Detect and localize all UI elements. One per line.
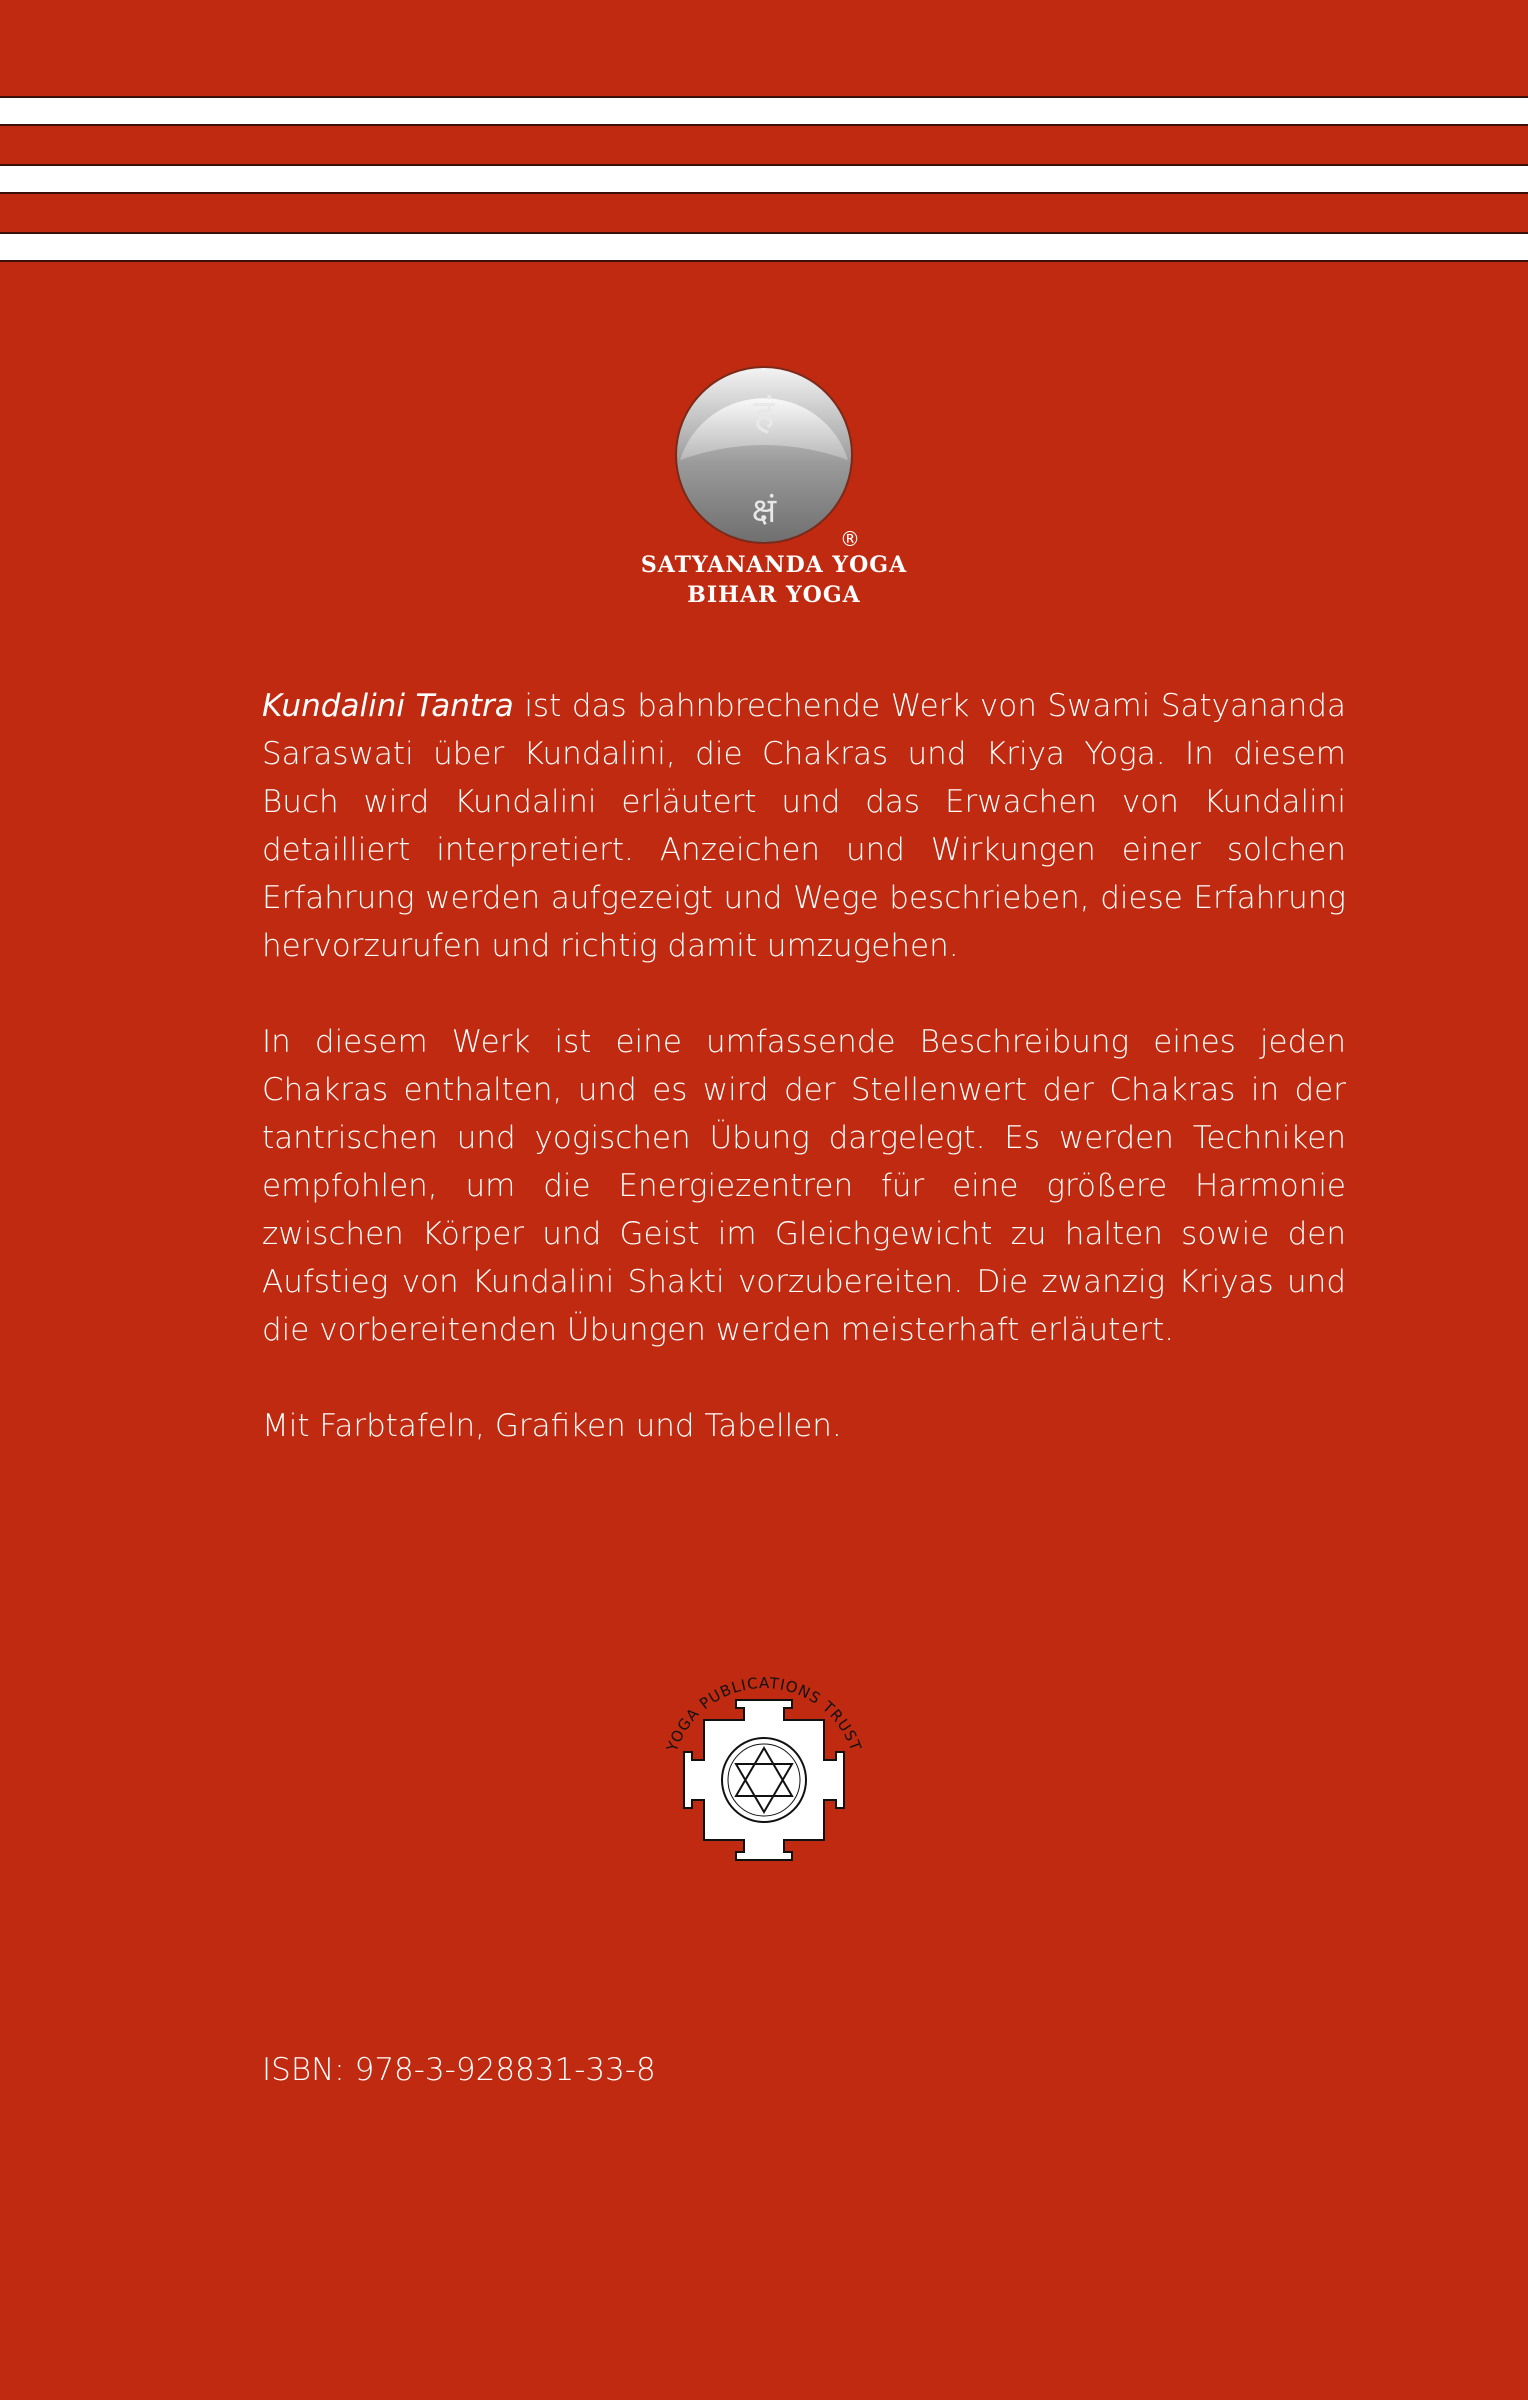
description-paragraph-3: Mit Farbtafeln, Grafiken und Tabellen. — [262, 1408, 842, 1444]
orb-icon — [664, 360, 864, 550]
book-title: Kundalini Tantra — [262, 688, 514, 724]
stripe — [0, 232, 1528, 262]
book-description — [262, 682, 1346, 1498]
stripe — [0, 96, 1528, 126]
yantra-icon — [684, 1700, 844, 1860]
brand-line-1: SATYANANDA YOGA — [640, 552, 908, 578]
publisher-arc-text: YOGA PUBLICATIONS TRUST — [662, 1674, 866, 1754]
stripe — [0, 164, 1528, 194]
svg-text:हं: हं — [753, 392, 775, 438]
svg-text:क्षं: क्षं — [751, 491, 777, 531]
paragraph-1-text: ist das bahnbrechende Werk von Swami Satyananda Saraswati über Kundalini, die Chakras und Kriya Yoga. In diesem Buch wird Kundalini erläutert und das Erwachen von Kundalini detailliert interpretiert. Anzeichen und Wirkungen einer solchen Erfahrung werden aufgezeigt und Wege beschrieben, diese Erfahrung hervorzurufen und richtig damit umzugehen. — [262, 688, 1346, 964]
satyananda-logo — [0, 360, 1528, 610]
brand-line-2: BIHAR YOGA — [687, 582, 861, 608]
yoga-publications-trust-logo — [644, 1660, 884, 1900]
isbn: ISBN: 978-3-928831-33-8 — [262, 2052, 656, 2088]
description-paragraph-1 — [262, 682, 1346, 970]
svg-text:®: ® — [840, 527, 860, 550]
description-paragraph-2: In diesem Werk ist eine umfassende Beschreibung eines jeden Chakras enthalten, und es wird der Stellenwert der Chakras in der tantrischen und yogischen Übung dargelegt. Es werden Techniken empfohlen, um die Energiezentren für eine größere Harmonie zwischen Körper und Geist im Gleichgewicht zu halten sowie den Aufstieg von Kundalini Shakti vorzubereiten. Die zwanzig Kriyas und die vorbereitenden Übungen werden meisterhaft erläutert. — [262, 1024, 1346, 1348]
